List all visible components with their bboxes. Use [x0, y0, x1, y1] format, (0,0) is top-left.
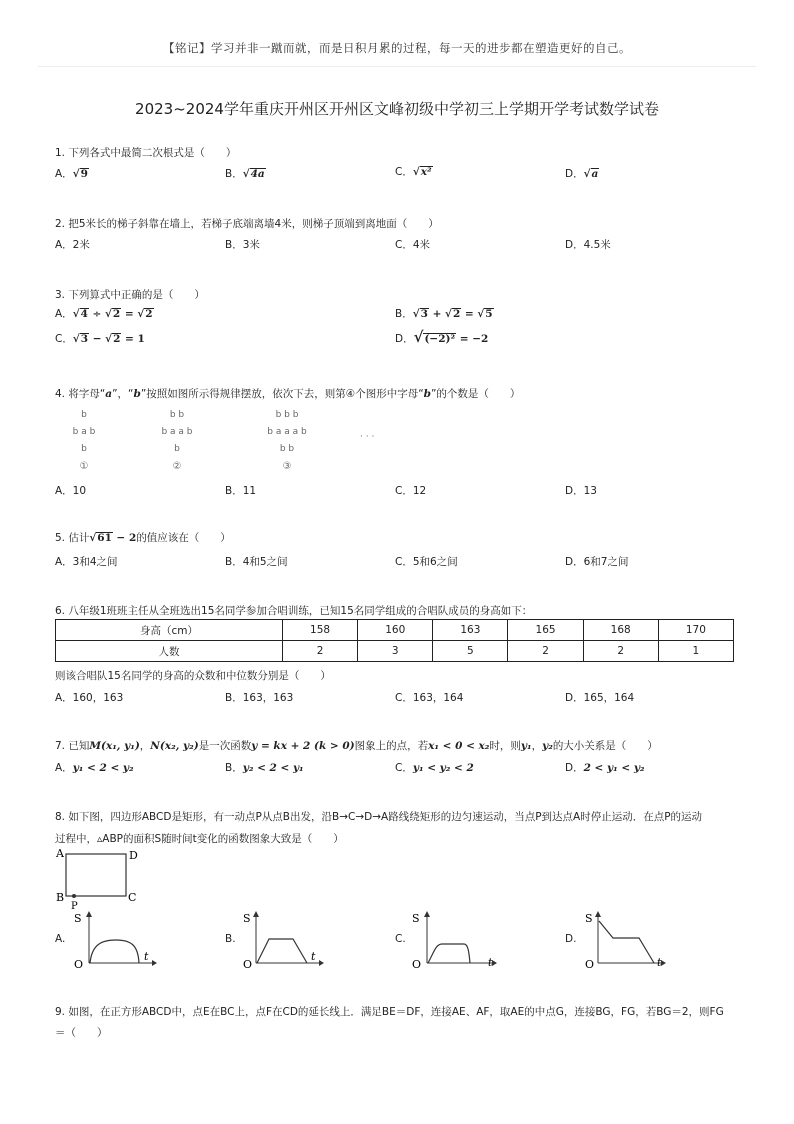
table-cell: 160: [358, 620, 433, 641]
q6-option-b[interactable]: B．163，163: [225, 692, 294, 704]
q1-option-b[interactable]: B．√4a: [225, 168, 265, 180]
q7-option-a[interactable]: A．y₁ < 2 < y₂: [55, 762, 134, 774]
svg-text:O: O: [412, 958, 422, 970]
q8-graph-d: [583, 910, 673, 970]
height-table: [55, 619, 734, 662]
q3-option-d[interactable]: D．√(−2)² = −2: [395, 328, 489, 346]
q5-option-b[interactable]: B．4和5之间: [225, 556, 288, 568]
table-cell: 2: [508, 641, 583, 662]
rectangle-abcd-figure: [52, 846, 152, 910]
table-cell: 165: [508, 620, 583, 641]
table-cell: 人数: [56, 641, 283, 662]
svg-text:t: t: [657, 956, 662, 969]
svg-text:S: S: [243, 912, 251, 925]
svg-text:t: t: [488, 956, 493, 969]
q8-stem-line2: 过程中，▵ABP的面积S随时间t变化的函数图象大致是（ ）: [55, 833, 344, 845]
svg-text:O: O: [74, 958, 84, 970]
q2-option-a[interactable]: A．2米: [55, 239, 90, 251]
q2-option-c[interactable]: C．4米: [395, 239, 431, 251]
table-cell: 158: [283, 620, 358, 641]
q6-option-d[interactable]: D．165，164: [565, 692, 635, 704]
q4-option-b[interactable]: B．11: [225, 485, 257, 497]
q3-option-b[interactable]: B．√3 + √2 = √5: [395, 308, 493, 320]
q9-stem-line1: 9. 如图，在正方形ABCD中，点E在BC上，点F在CD的延长线上．满足BE＝DF，连接AE、AF，取AE的中点G，连接BG，FG，若BG＝2，则FG: [55, 1006, 724, 1018]
q7-option-b[interactable]: B．y₂ < 2 < y₁: [225, 762, 304, 774]
q7-stem: 7. 已知M(x₁, y₁)，N(x₂, y₂)是一次函数y = kx + 2 (k > 0)图象上的点，若x₁ < 0 < x₂时，则y₁，y₂的大小关系是（ ）: [55, 740, 658, 752]
q8-graph-a: [72, 910, 158, 970]
point-p-label: P: [71, 901, 78, 910]
table-cell: 168: [583, 620, 658, 641]
q8-option-a[interactable]: A.: [55, 933, 66, 945]
svg-text:t: t: [311, 950, 316, 963]
q2-option-d[interactable]: D．4.5米: [565, 239, 611, 251]
q3-option-c[interactable]: C．√3 − √2 = 1: [55, 333, 145, 345]
table-row: [56, 620, 734, 641]
q5-option-d[interactable]: D．6和7之间: [565, 556, 629, 568]
table-cell: 170: [658, 620, 733, 641]
q5-option-a[interactable]: A．3和4之间: [55, 556, 118, 568]
table-cell: 2: [283, 641, 358, 662]
table-cell: 2: [583, 641, 658, 662]
q9-stem-line2: ＝（ ）: [55, 1027, 108, 1039]
q6-stem: 6. 八年级1班班主任从全班选出15名同学参加合唱训练，已知15名同学组成的合唱队成员的身高如下：: [55, 605, 533, 617]
header-divider: [38, 66, 756, 67]
q4-pattern-3: b b b b a a a b b b ③: [267, 410, 307, 472]
q4-ellipsis: · · ·: [360, 432, 375, 442]
q4-option-a[interactable]: A．10: [55, 485, 87, 497]
table-cell: 身高（cm）: [56, 620, 283, 641]
q2-stem: 2. 把5米长的梯子斜靠在墙上，若梯子底端离墙4米，则梯子顶端到离地面（ ）: [55, 218, 439, 230]
q4-pattern-1: b b a b b ①: [72, 410, 96, 472]
q8-option-b[interactable]: B.: [225, 933, 236, 945]
q7-option-d[interactable]: D．2 < y₁ < y₂: [565, 762, 645, 774]
svg-text:S: S: [74, 912, 82, 925]
svg-text:S: S: [412, 912, 420, 925]
q4-option-c[interactable]: C．12: [395, 485, 427, 497]
q4-pattern-2: b b b a a b b ②: [161, 410, 193, 472]
page-title: 2023~2024学年重庆开州区开州区文峰初级中学初三上学期开学考试数学试卷: [135, 100, 659, 118]
svg-text:S: S: [585, 912, 593, 925]
q4-option-d[interactable]: D．13: [565, 485, 597, 497]
vertex-d-label: D: [129, 849, 138, 862]
q3-option-a[interactable]: A．√4 ÷ √2 = √2: [55, 308, 153, 320]
table-cell: 1: [658, 641, 733, 662]
svg-text:O: O: [243, 958, 253, 970]
vertex-c-label: C: [128, 891, 137, 904]
table-row: [56, 641, 734, 662]
svg-text:t: t: [144, 950, 149, 963]
q1-option-c[interactable]: C．√x²: [395, 166, 432, 178]
q2-option-b[interactable]: B．3米: [225, 239, 260, 251]
q7-option-c[interactable]: C．y₁ < y₂ < 2: [395, 762, 474, 774]
motto-banner: 【铭记】学习并非一蹴而就，而是日积月累的过程，每一天的进步都在塑造更好的自己。: [163, 41, 631, 55]
q1-option-d[interactable]: D．√a: [565, 168, 599, 180]
vertex-b-label: B: [56, 891, 65, 904]
table-cell: 5: [433, 641, 508, 662]
svg-text:O: O: [585, 958, 595, 970]
table-cell: 163: [433, 620, 508, 641]
q8-graph-c: [410, 910, 500, 970]
q6-option-c[interactable]: C．163，164: [395, 692, 464, 704]
q1-option-a[interactable]: A．√9: [55, 168, 88, 180]
q6-question: 则该合唱队15名同学的身高的众数和中位数分别是（ ）: [55, 670, 331, 682]
q8-stem-line1: 8. 如下图，四边形ABCD是矩形，有一动点P从点B出发，沿B→C→D→A路线绕矩形的边匀速运动，当点P到达点A时停止运动．在点P的运动: [55, 811, 703, 823]
q4-stem: 4. 将字母“a”，“b”按照如图所示得规律摆放，依次下去，则第④个图形中字母“b”的个数是（ ）: [55, 388, 521, 400]
table-cell: 3: [358, 641, 433, 662]
q3-stem: 3. 下列算式中正确的是（ ）: [55, 289, 205, 301]
q5-option-c[interactable]: C．5和6之间: [395, 556, 458, 568]
q8-graph-b: [241, 910, 327, 970]
q8-option-d[interactable]: D.: [565, 933, 577, 945]
vertex-a-label: A: [56, 847, 64, 860]
q1-stem: 1. 下列各式中最简二次根式是（ ）: [55, 147, 237, 159]
q8-option-c[interactable]: C.: [395, 933, 406, 945]
q6-option-a[interactable]: A．160，163: [55, 692, 124, 704]
q5-stem: 5. 估计√61 − 2的值应该在（ ）: [55, 532, 231, 544]
